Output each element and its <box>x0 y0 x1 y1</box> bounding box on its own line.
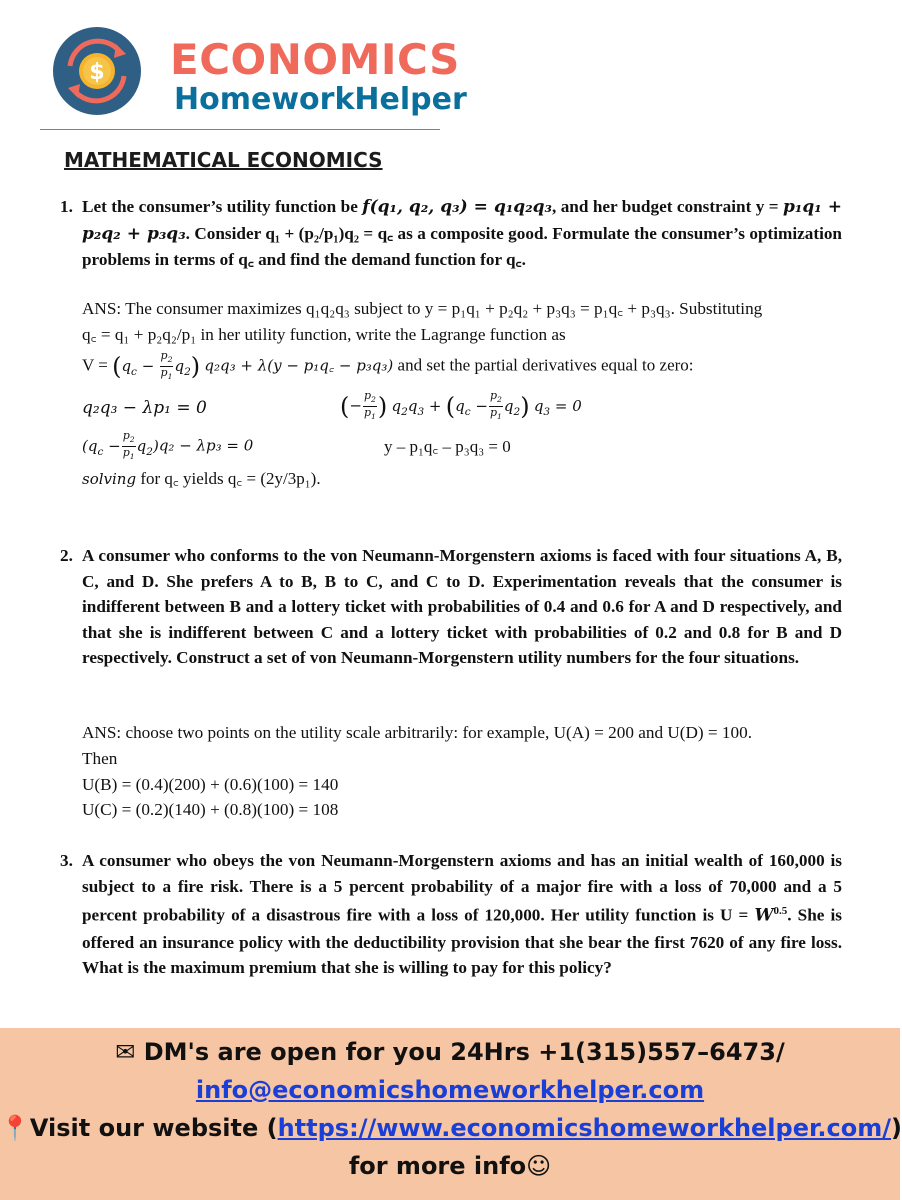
equation-3: ($q_c$ − $\frac{p_2}{p_1}$ $q_2)q_2 - \lambda p_3 = 0$ <box>82 429 254 462</box>
answer-line: Then <box>82 748 118 768</box>
subject-title: MATHEMATICAL ECONOMICS <box>64 148 383 172</box>
answer-line: q꜀ = q₁ + p₂q₂/p₁ in her utility function, write the Lagrange function as <box>82 324 566 344</box>
header <box>0 0 900 140</box>
lagrange-function: $V = (q_c$ − $\frac{p_2}{p_1}$ $q_2$) q₂q₃ + λ(y − p₁q꜀ − p₃q₃) and set the partial derivatives equal to zero: <box>82 349 694 382</box>
email-link[interactable]: info@economicshomeworkhelper.com <box>195 1076 705 1104</box>
answer-line: U(B) = (0.4)(200) + (0.6)(100) = 140 <box>82 774 339 794</box>
dm-line: ✉ DM's are open for you 24Hrs +1(315)557–6473/ <box>115 1038 785 1066</box>
email-line <box>0 1076 900 1104</box>
visit-line: 📍Visit our website (https://www.economicshomeworkhelper.com/) <box>0 1114 902 1142</box>
answer-2 <box>82 720 852 823</box>
answer-line: ANS: choose two points on the utility scale arbitrarily: for example, U(A) = 200 and U(D) = 100. <box>82 723 752 742</box>
answer-line: ANS: The consumer maximizes q₁q₂q₃ subject to y = p₁q₁ + p₂q₂ + p₃q₃ = p₁q꜀ + p₃q₃. Substituting <box>82 299 763 318</box>
question-text: Let the consumer’s utility function be f(q₁, q₂, q₃) = q₁q₂q₃, and her budget constraint y = p₁q₁ + p₂q₂ + p₃q₃. Consider q₁ + (p₂/p₁)q₂ = q꜀ as a composite good. Formulate the consumer’s optimization problems in terms of q꜀ and find the demand function for q꜀. <box>82 197 843 270</box>
brand-name-line1: ECONOMICS <box>170 35 460 84</box>
svg-text:$: $ <box>89 60 105 85</box>
solution-line: solving for q꜀ yields q꜀ = (2y/3p₁). <box>82 469 321 488</box>
smile-icon: ☺ <box>526 1152 552 1180</box>
question-number: 2. <box>60 546 73 565</box>
website-link[interactable]: https://www.economicshomeworkhelper.com/ <box>277 1114 892 1142</box>
question-1 <box>60 194 842 273</box>
header-divider <box>40 129 440 130</box>
answer-1 <box>82 296 852 348</box>
dollar-coin-with-arrows-icon <box>52 26 142 116</box>
equation-1: q₂q₃ − λp₁ = 0 <box>82 398 207 418</box>
question-text: A consumer who obeys the von Neumann-Morgenstern axioms and has an initial wealth of 160,000 is subject to a fire risk. There is a 5 percent probability of a major fire with a loss of 70,000 and a 5 percent probability of a disastrous fire with a loss of 120,000. Her utility function is $U = W^{0.5}$. She is offered an insurance policy with the deductibility provision that she bear the first 7620 of any fire loss. What is the maximum premium that she is willing to pay for this policy? <box>82 851 842 978</box>
equation-2: (− $\frac{p_2}{p_1}$ ) $q_2q_3 + (q_c$ − $\frac{p_2}{p_1}$ $q_2$) $q_3 = 0$ <box>340 389 582 422</box>
envelope-icon: ✉ <box>115 1038 136 1066</box>
pin-icon: 📍 <box>0 1114 30 1142</box>
question-2 <box>60 543 842 671</box>
question-3 <box>60 848 842 981</box>
question-text: A consumer who conforms to the von Neumann-Morgenstern axioms is faced with four situations A, B, C, and D. She prefers A to B, B to C, and C to D. Experimentation reveals that the consumer is indifferent between B and a lottery ticket with probabilities of 0.4 and 0.6 for A and D respectively, and that she is indifferent between C and a lottery ticket with probabilities of 0.2 and 0.8 for B and D respectively. Construct a set of von Neumann-Morgenstern utility numbers for the four situations. <box>82 546 842 668</box>
question-number: 3. <box>60 851 73 870</box>
more-info-line: for more info☺ <box>348 1152 552 1180</box>
contact-footer <box>0 1028 900 1200</box>
answer-line: U(C) = (0.2)(140) + (0.8)(100) = 108 <box>82 800 339 820</box>
question-number: 1. <box>60 197 73 216</box>
equation-4: y – p₁q꜀ – p₃q₃ = 0 <box>384 437 511 456</box>
brand-name-line2: HomeworkHelper <box>174 82 467 117</box>
